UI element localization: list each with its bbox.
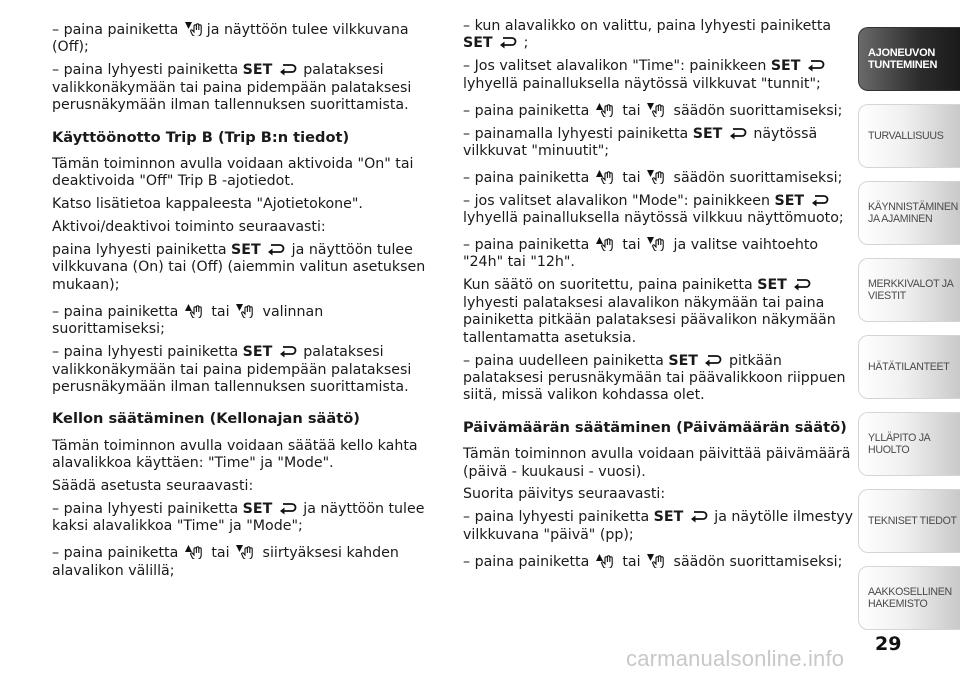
paragraph: Tämän toiminnon avulla voidaan säätää kello kahta alavalikkoa käyttäen: "Time" ja "Mode". [52, 437, 418, 472]
up-button-icon [184, 300, 206, 318]
down-button-icon [646, 166, 668, 184]
down-button-icon [646, 99, 668, 117]
set-return-arrow-icon [278, 501, 298, 515]
paragraph: Katso lisätietoa kappaleesta "Ajotietokone". [52, 196, 363, 213]
paragraph: – paina lyhyesti painiketta SET palataksesi valikkonäkymään tai paina pidempään palataksesi perusnäkymään ilman tallennuksen suorittamista. [52, 62, 412, 114]
tab-label: AJONEUVON TUNTEMINEN [868, 47, 938, 71]
tab-label: HÄTÄTILANTEET [868, 361, 950, 373]
watermark: carmanualsonline.info [626, 646, 845, 671]
paragraph: – paina painiketta tai ja valitse vaihtoehto "24h" tai "12h". [463, 233, 858, 272]
paragraph: – Jos valitset alavalikon "Time": painikkeen SET lyhyellä painalluksella näytössä vilkkuvat "tunnit"; [463, 58, 858, 93]
set-return-arrow-icon [810, 193, 830, 207]
paragraph: – paina painiketta tai valinnan suorittamiseksi; [52, 300, 440, 339]
section-heading-trip-b: Käyttöönotto Trip B (Trip B:n tiedot) [52, 128, 350, 146]
paragraph: – paina painiketta ja näyttöön tulee vilkkuvana (Off); [52, 18, 440, 57]
tab-kaynnistaminen[interactable] [858, 181, 960, 245]
paragraph: – paina painiketta tai säädön suorittamiseksi; [463, 166, 858, 187]
tab-hatatilanteet[interactable] [858, 335, 960, 399]
paragraph: – paina lyhyesti painiketta SET palataksesi valikkonäkymään tai paina pidempään palataksesi perusnäkymään ilman tallennuksen suorittamista. [52, 344, 412, 395]
paragraph: paina lyhyesti painiketta SET ja näyttöön tulee vilkkuvana (On) tai (Off) (aiemmin valitun asetuksen mukaan); [52, 242, 426, 293]
paragraph: – painamalla lyhyesti painiketta SET näytössä vilkkuvat "minuutit"; [463, 125, 818, 159]
tab-yllapito[interactable] [858, 412, 960, 476]
set-return-arrow-icon [703, 353, 723, 367]
set-return-arrow-icon [728, 126, 748, 140]
up-button-icon [595, 166, 617, 184]
down-button-icon [646, 233, 668, 251]
paragraph: Kun säätö on suoritettu, paina painiketta SET lyhyesti palataksesi alavalikon näkymään tai paina painiketta pitkään palataksesi päävalikon näkymään tallentamatta asetuksia. [463, 277, 836, 346]
paragraph: Säädä asetusta seuraavasti: [52, 478, 254, 495]
paragraph: – jos valitset alavalikon "Mode": painikkeen SET lyhyellä painalluksella näytössä vilkkuu näyttömuoto; [463, 192, 844, 227]
set-return-arrow-icon [278, 344, 298, 358]
section-heading-clock: Kellon säätäminen (Kellonajan säätö) [52, 410, 360, 428]
tab-hakemisto[interactable] [858, 566, 960, 630]
tab-merkkivalot[interactable] [858, 258, 960, 322]
up-button-icon [595, 550, 617, 568]
down-button-icon [184, 18, 206, 36]
up-button-icon [184, 541, 206, 559]
paragraph: – paina uudelleen painiketta SET pitkään palataksesi perusnäkymään tai päävalikkoon riippuen siitä, missä valikon kohdassa olet. [463, 352, 846, 404]
set-return-arrow-icon [792, 277, 812, 291]
tab-ajoneuvon-tunteminen[interactable] [858, 27, 960, 91]
tab-label: TEKNISET TIEDOT [868, 515, 957, 527]
tab-label: YLLÄPITO JA HUOLTO [868, 432, 930, 456]
set-return-arrow-icon [266, 242, 286, 256]
tab-turvallisuus[interactable] [858, 104, 960, 168]
tab-label: MERKKIVALOT JA VIESTIT [868, 278, 954, 302]
tab-label: KÄYNNISTÄMINEN JA AJAMINEN [868, 201, 958, 225]
paragraph: Tämän toiminnon avulla voidaan aktivoida "On" tai deaktivoida "Off" Trip B -ajotiedot. [52, 155, 414, 190]
paragraph: – paina painiketta tai siirtyäksesi kahden alavalikon välillä; [52, 541, 440, 580]
set-return-arrow-icon [498, 35, 518, 49]
paragraph: – paina painiketta tai säädön suorittamiseksi; [463, 550, 858, 571]
right-column [463, 18, 858, 577]
tab-tekniset-tiedot[interactable] [858, 489, 960, 553]
tab-label: AAKKOSELLINEN HAKEMISTO [868, 586, 952, 610]
left-column [52, 18, 440, 586]
down-button-icon [235, 300, 257, 318]
chapter-tabs [858, 27, 960, 643]
up-button-icon [595, 233, 617, 251]
paragraph: Suorita päivitys seuraavasti: [463, 486, 666, 503]
tab-label: TURVALLISUUS [868, 130, 944, 142]
set-return-arrow-icon [806, 58, 826, 72]
section-heading-date: Päivämäärän säätäminen (Päivämäärän säätö) [463, 418, 847, 436]
set-return-arrow-icon [278, 62, 298, 76]
paragraph: – kun alavalikko on valittu, paina lyhyesti painiketta SET ; [463, 18, 832, 52]
down-button-icon [646, 550, 668, 568]
up-button-icon [595, 99, 617, 117]
page-number: 29 [875, 633, 902, 655]
paragraph: Tämän toiminnon avulla voidaan päivittää päivämäärä (päivä - kuukausi - vuosi). [463, 446, 851, 480]
paragraph: – paina lyhyesti painiketta SET ja näyttöön tulee kaksi alavalikkoa "Time" ja "Mode"; [52, 500, 425, 535]
down-button-icon [235, 541, 257, 559]
paragraph: Aktivoi/deaktivoi toiminto seuraavasti: [52, 219, 326, 236]
paragraph: – paina painiketta tai säädön suorittamiseksi; [463, 99, 858, 120]
paragraph: – paina lyhyesti painiketta SET ja näytölle ilmestyy vilkkuvana "päivä" (pp); [463, 509, 854, 543]
set-return-arrow-icon [689, 509, 709, 523]
